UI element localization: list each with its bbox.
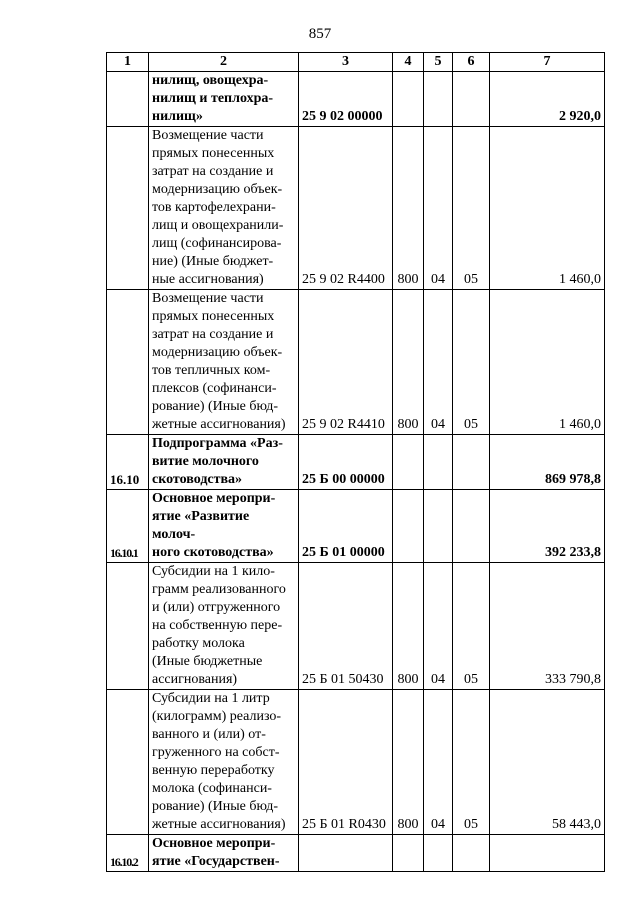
table-row [107, 127, 605, 290]
row-vr [393, 435, 424, 490]
row-name [149, 563, 299, 690]
row-amount: 392 233,8 [490, 490, 605, 563]
table-row [107, 490, 605, 563]
row-name [149, 435, 299, 490]
row-number: 16.10.1 [107, 490, 149, 563]
row-name-text: нилищ, овощехра- нилищ и теплохра- нилищ» [152, 73, 274, 124]
row-name [149, 290, 299, 435]
row-number [107, 72, 149, 127]
row-rz [424, 72, 453, 127]
row-rz: 04 [424, 127, 453, 290]
row-rz: 04 [424, 690, 453, 835]
column-header: 6 [453, 53, 490, 72]
row-code: 25 Б 01 R0430 [299, 690, 393, 835]
row-vr: 800 [393, 563, 424, 690]
row-pr [453, 490, 490, 563]
row-code: 25 9 02 00000 [299, 72, 393, 127]
row-name-text: Субсидии на 1 кило- грамм реализованного и (или) отгруженного на собственную пере- работку молока (Иные бюджетные ассигнования) [152, 564, 286, 687]
table-row [107, 835, 605, 872]
row-name [149, 127, 299, 290]
row-pr: 05 [453, 290, 490, 435]
row-name [149, 490, 299, 563]
row-code [299, 835, 393, 872]
row-vr: 800 [393, 290, 424, 435]
column-header: 7 [490, 53, 605, 72]
row-amount: 1 460,0 [490, 290, 605, 435]
table-row [107, 290, 605, 435]
row-vr [393, 835, 424, 872]
row-number [107, 127, 149, 290]
table-row [107, 435, 605, 490]
row-name-text: Возмещение части прямых понесенных затрат на создание и модернизацию объек- тов картофелехрани- лищ и овощехранили- лищ (софинансирова- ние) (Иные бюджет- ные ассигнования) [152, 128, 284, 287]
row-vr: 800 [393, 127, 424, 290]
row-number [107, 290, 149, 435]
column-header: 2 [149, 53, 299, 72]
row-pr [453, 835, 490, 872]
row-rz [424, 835, 453, 872]
row-amount: 333 790,8 [490, 563, 605, 690]
row-rz: 04 [424, 290, 453, 435]
table-row [107, 563, 605, 690]
row-number [107, 563, 149, 690]
budget-table [106, 52, 605, 872]
row-vr: 800 [393, 690, 424, 835]
row-name-text: Субсидии на 1 литр (килограмм) реализо- ванного и (или) от- груженного на собст- венную переработку молока (софинанси- рование) (Иные бюд- жетные ассигнования) [152, 691, 286, 832]
row-name [149, 690, 299, 835]
row-code: 25 Б 01 50430 [299, 563, 393, 690]
page-number: 857 [308, 26, 332, 42]
row-pr: 05 [453, 127, 490, 290]
column-header: 5 [424, 53, 453, 72]
row-rz [424, 490, 453, 563]
row-number: 16.10 [107, 435, 149, 490]
row-name [149, 835, 299, 872]
row-code: 25 9 02 R4400 [299, 127, 393, 290]
table-header-row [107, 53, 605, 72]
row-rz [424, 435, 453, 490]
row-pr [453, 435, 490, 490]
row-amount: 58 443,0 [490, 690, 605, 835]
table-row [107, 72, 605, 127]
row-number: 16.10.2 [107, 835, 149, 872]
row-amount: 869 978,8 [490, 435, 605, 490]
row-pr: 05 [453, 563, 490, 690]
row-amount: 1 460,0 [490, 127, 605, 290]
row-name-text: Возмещение части прямых понесенных затрат на создание и модернизацию объек- тов тепличных ком- плексов (софинанси- рование) (Иные бюд- жетные ассигнования) [152, 291, 286, 432]
row-name-text: Основное меропри- ятие «Государствен- [152, 836, 280, 869]
row-amount [490, 835, 605, 872]
row-number [107, 690, 149, 835]
row-amount: 2 920,0 [490, 72, 605, 127]
column-header: 3 [299, 53, 393, 72]
row-vr [393, 490, 424, 563]
column-header: 4 [393, 53, 424, 72]
row-code: 25 9 02 R4410 [299, 290, 393, 435]
row-pr [453, 72, 490, 127]
row-name [149, 72, 299, 127]
row-code: 25 Б 00 00000 [299, 435, 393, 490]
row-pr: 05 [453, 690, 490, 835]
table-row [107, 690, 605, 835]
row-rz: 04 [424, 563, 453, 690]
column-header: 1 [107, 53, 149, 72]
row-name-text: Основное меропри- ятие «Развитие молоч- ного скотоводства» [152, 491, 276, 560]
row-vr [393, 72, 424, 127]
row-code: 25 Б 01 00000 [299, 490, 393, 563]
row-name-text: Подпрограмма «Раз- витие молочного скотоводства» [152, 436, 283, 487]
